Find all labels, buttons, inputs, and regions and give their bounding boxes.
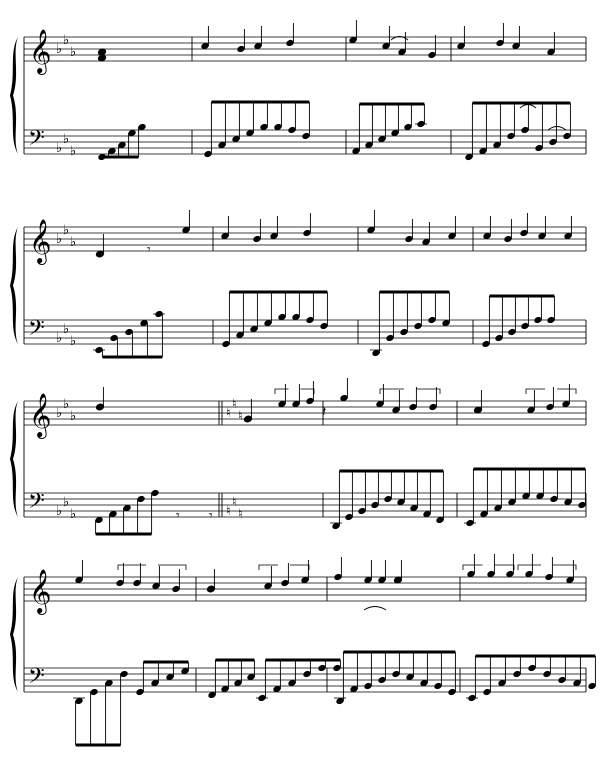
natural-icon: ♮ bbox=[232, 495, 237, 510]
natural-icon: ♮ bbox=[238, 507, 243, 522]
system-1 bbox=[10, 29, 586, 159]
treble-clef-icon: 𝄞 bbox=[29, 29, 52, 73]
flat-icon: ♭ bbox=[70, 409, 77, 424]
bass-arpeggio bbox=[95, 489, 160, 534]
bass-arpeggio bbox=[330, 471, 444, 530]
tuplet-gap bbox=[483, 559, 495, 569]
flat-icon: ♭ bbox=[56, 331, 63, 346]
tie bbox=[548, 127, 566, 131]
tuplet-gap bbox=[404, 383, 416, 393]
bass-arpeggio bbox=[465, 103, 572, 161]
brace-icon bbox=[10, 577, 18, 692]
tuplet-gap bbox=[146, 559, 158, 569]
treble-notes bbox=[96, 378, 571, 423]
treble-clef-icon: 𝄞 bbox=[29, 393, 52, 437]
flat-icon: ♭ bbox=[56, 504, 63, 519]
tuplet-gap bbox=[541, 559, 553, 569]
flat-icon: ♭ bbox=[70, 45, 77, 60]
brace-icon bbox=[10, 227, 18, 344]
bass-arpeggio bbox=[136, 662, 190, 696]
system-4 bbox=[10, 559, 586, 694]
bass-arpeggio bbox=[93, 310, 165, 357]
treble-staff bbox=[24, 227, 586, 251]
bass-arpeggio bbox=[256, 660, 341, 702]
flat-icon: ♭ bbox=[63, 397, 70, 412]
flat-icon: ♭ bbox=[63, 132, 70, 147]
flat-icon: ♭ bbox=[63, 322, 70, 337]
bass-arpeggio bbox=[482, 296, 556, 348]
flat-icon: ♭ bbox=[63, 223, 70, 238]
bass-arpeggio bbox=[464, 469, 586, 527]
brace-icon bbox=[10, 401, 18, 517]
natural-icon: ♮ bbox=[226, 406, 231, 421]
bass-arpeggio bbox=[73, 670, 128, 745]
bass-arpeggio bbox=[334, 652, 456, 705]
bass-clef-icon: 𝄢 bbox=[28, 664, 45, 694]
flat-icon: ♭ bbox=[56, 42, 63, 57]
bass-arpeggio bbox=[352, 104, 427, 155]
flat-icon: ♭ bbox=[56, 232, 63, 247]
natural-icon: ♮ bbox=[238, 409, 243, 424]
treble-clef-icon: 𝄞 bbox=[29, 219, 52, 263]
flat-icon: ♭ bbox=[70, 507, 77, 522]
bass-staff bbox=[24, 320, 586, 344]
flat-icon: ♭ bbox=[56, 141, 63, 156]
treble-staff bbox=[24, 401, 586, 425]
bass-arpeggio bbox=[208, 660, 256, 699]
flat-icon: ♭ bbox=[70, 235, 77, 250]
flat-icon: ♭ bbox=[70, 334, 77, 349]
tuplet-gap bbox=[289, 383, 301, 393]
flat-icon: ♭ bbox=[63, 33, 70, 48]
bass-arpeggio bbox=[370, 292, 450, 357]
bass-clef-icon: 𝄢 bbox=[28, 489, 45, 519]
bass-staff bbox=[24, 668, 586, 692]
tuplet-gap bbox=[545, 383, 557, 393]
natural-icon: ♮ bbox=[232, 397, 237, 412]
rest-icon: 𝄾 bbox=[209, 508, 213, 524]
flat-icon: ♭ bbox=[63, 495, 70, 510]
flat-icon: ♭ bbox=[70, 144, 77, 159]
bass-clef-icon: 𝄢 bbox=[28, 316, 45, 346]
treble-clef-icon: 𝄞 bbox=[29, 569, 52, 613]
natural-icon: ♮ bbox=[226, 504, 231, 519]
system-2 bbox=[10, 219, 586, 349]
bass-clef-icon: 𝄢 bbox=[28, 126, 45, 156]
treble-notes bbox=[98, 20, 556, 62]
rest-icon: 𝄽 bbox=[322, 404, 327, 420]
brace-icon bbox=[10, 37, 18, 154]
tie bbox=[364, 607, 386, 611]
rest-icon: 𝄾 bbox=[147, 242, 151, 258]
rest-icon: 𝄾 bbox=[176, 508, 180, 524]
flat-icon: ♭ bbox=[56, 406, 63, 421]
bass-arpeggio bbox=[466, 656, 596, 702]
